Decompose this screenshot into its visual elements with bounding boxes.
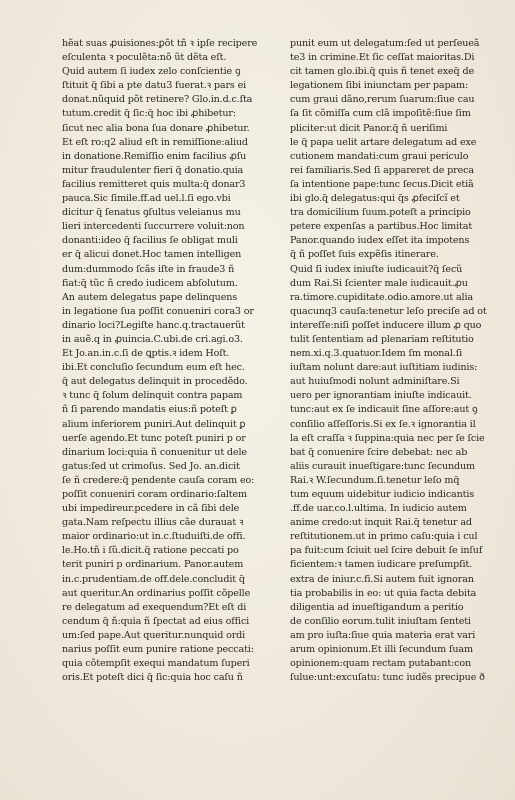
text-line: gata.Nam reſpectu illius cãe durauat ꝛ — [62, 517, 244, 529]
text-line: pa fuit:cum ſciuit uel ſcire debuit ſe inſuf — [290, 545, 483, 557]
text-line: q̃ ñ poſſet ſuis expẽſis itinerare. — [290, 249, 439, 261]
text-line: maior ordinario:ut in.c.ſtuduiſti.de offi. — [62, 531, 246, 543]
text-line: fiat:q̃ tũc ñ credo iudicem abſolutum. — [62, 277, 238, 289]
text-line: tulit ſententiam ad plenariam reſtitutio — [290, 333, 474, 345]
text-line: narius poſſit eum punire ratione peccati: — [62, 644, 254, 656]
text-line: in.c.prudentiam.de off.dele.concludit q̃ — [62, 573, 245, 585]
text-line: lieri intercedenti ſuccurrere voluit:non — [62, 221, 245, 233]
right-text-column — [290, 37, 496, 685]
text-line: aut huiuſmodi nolunt adminiſtare.Si — [290, 376, 460, 388]
text-line: am pro iuſta:ſiue quia materia erat vari — [290, 629, 476, 641]
text-line: intereſſe:niſi poſſet inducere illum ꝓ quo — [290, 319, 482, 331]
text-line: tutum.credit q̃ ſic:q̃ hoc ibi ꝓhibetur: — [62, 108, 236, 120]
text-line: oris.Et poteſt dici q̃ ſic:quia hoc caſu ñ — [62, 672, 243, 684]
text-line: ſe ñ credere:q̃ pendente cauſa coram eo: — [62, 474, 255, 486]
text-line: uero per ignorantiam iniuſte indicauit. — [290, 390, 472, 402]
text-line: eſculenta ꝛ poculẽta:nõ ũt dẽta eſt. — [62, 52, 227, 64]
text-line: dinario loci?Legiſte hanc.q.tractauerũt — [62, 319, 245, 331]
text-line: gatus:ſed ut crimoſus. Sed Jo. an.dicit — [62, 460, 240, 472]
text-line: de conſilio eorum.tulit iniuſtam ſenteti — [290, 615, 471, 627]
text-line: extra de iniur.c.fi.Si autem fuit ignoran — [290, 573, 474, 585]
left-text-column — [62, 37, 272, 685]
text-line: quacunq3 cauſa:tenetur leſo preciſe ad ot — [290, 305, 487, 317]
text-line: nem.xi.q.3.quatuor.Idem ſm monal.ſi — [290, 348, 463, 360]
text-line: te3 in crimine.Et ſic ceſſat maioritas.Di — [290, 52, 475, 64]
text-line: poſſit conueniri coram ordinario:ſaltem — [62, 489, 247, 500]
text-line: le.Ho.tñ i ſũ.dicit.q̃ ratione peccati po — [62, 545, 239, 557]
text-line: .ff.de uar.co.l.ultima. In iudicio autem — [290, 503, 467, 515]
text-line: tra domicilium ſuum.poteſt a principio — [290, 207, 471, 219]
text-line: conſilio aſſeſſoris.Si ex ſe.ꝛ ignorantia il — [290, 418, 476, 430]
text-line: hẽat suas ꝓuisiones:ꝑõt tñ ꝛ ipſe recipere — [62, 38, 258, 49]
text-line: iuſtam nolunt dare:aut iuſtitiam iudinis: — [290, 362, 478, 374]
text-line: tia probabilis in eo: ut quia facta debita — [290, 587, 477, 599]
text-line: aliis curauit inueſtigare:tunc ſecundum — [290, 460, 476, 472]
text-line: cum graui dãno,rerum ſuarum:ſiue cau — [290, 94, 475, 106]
text-line: pauca.Sic ſimile.ff.ad uel.l.ſi ego.vbi — [62, 193, 231, 205]
text-line: ſicut nec alia bona ſua donare ꝓhibetur. — [62, 122, 250, 134]
text-line: ñ ſi parendo mandatis eius:ñ poteſt ꝑ — [62, 404, 237, 416]
text-line: ſa ſit cõmiſſa cum clã impoſitẽ:ſiue ſim — [290, 108, 471, 120]
text-line: tunc:aut ex ſe indicauit ſine aſſore:aut ꝯ — [290, 404, 478, 416]
text-line: punit eum ut delegatum:ſed ut perſeueã — [290, 38, 480, 49]
text-line: Et Jo.an.in.c.ſi de ꝗptis.ꝛ idem Hoſt. — [62, 348, 230, 360]
text-line: ra.timore.cupiditate.odio.amore.ut alia — [290, 291, 473, 303]
text-line: dum Rai.Si ſcienter male iudicauit.ꝓu — [290, 277, 468, 289]
text-line: legationem ſibi iniunctam per papam: — [290, 80, 469, 92]
text-line: arum opinionum.Et illi ſecundum ſuam — [290, 644, 473, 656]
text-line: Quid ſi iudex iniuſte iudicauit?q̃ ſecũ — [290, 263, 463, 275]
text-line: rei familiaris.Sed ſi appareret de preca — [290, 164, 474, 176]
text-line: re delegatum ad exequendum?Et eſt di — [62, 601, 247, 613]
text-line: in legatione ſua poſſit conueniri cora3 or — [62, 305, 254, 317]
text-line: ficientem:ꝛ tamen iudicare preſumpſit. — [290, 559, 473, 571]
text-line: diligentia ad inueſtigandum a peritio — [290, 601, 464, 613]
text-line: quia cõtempſit exequi mandatum ſuperi — [62, 658, 250, 670]
text-line: ibi glo.q̃ delegatus:qui q̃s ꝓfeciſcĩ et — [290, 193, 460, 205]
text-line: la eſt craſſa ꝛ ſuppina:quia nec per ſe ſcie — [290, 432, 485, 444]
text-line: q̃ aut delegatus delinquit in procedẽdo. — [62, 376, 248, 388]
text-line: ſulue:unt:excuſatu: tunc iudẽs precipue ð — [290, 672, 485, 684]
text-line: petere expenſas a partibus.Hoc limitat — [290, 221, 473, 233]
text-line: ꝛ tunc q̃ ſolum delinquit contra papam — [62, 390, 243, 402]
text-line: pliciter:ut dicit Panor.q̃ ñ ueriſimi — [290, 122, 448, 134]
text-line: reſtitutionem.ut in primo caſu:quia i cul — [290, 531, 478, 543]
text-line: cutionem mandati:cum graui periculo — [290, 150, 469, 162]
text-line: donat.nũquid põt retinere? Glo.in.d.c.ſta — [62, 94, 253, 106]
text-line: terit puniri p ordinarium. Panor.autem — [62, 559, 244, 571]
text-line: ſa intentione pape:tunc ſecus.Dicit etiã — [290, 178, 474, 190]
text-line: in auẽ.q in ꝓuincia.C.ubi.de cri.agi.o3. — [62, 333, 243, 345]
text-line: dinarium loci:quia ñ conuenitur ut dele — [62, 446, 247, 458]
text-line: anime credo:ut inquit Rai.q̃ tenetur ad — [290, 517, 472, 529]
text-line: uerſe agendo.Et tunc poteſt puniri p or — [62, 432, 246, 444]
text-line: dum:dummodo ſcãs iſte in fraude3 ñ — [62, 263, 235, 275]
text-line: dicitur q̃ ſenatus ꝯſultus veleianus mu — [62, 207, 241, 219]
text-line: An autem delegatus pape delinquens — [62, 291, 238, 303]
text-line: in donatione.Remiſſio enim facilius ꝓſu — [62, 150, 247, 162]
text-line: tum equum uidebitur iudicio indicantis — [290, 489, 475, 500]
text-line: aut queritur.An ordinarius poſſit cõpelle — [62, 587, 251, 599]
text-line: ſtituit q̃ ſibi a pte datu3 fuerat.ꝛ pars ei — [62, 80, 247, 92]
text-line: bat q̃ conuenire ſcire debebat: nec ab — [290, 446, 468, 458]
text-line: ibi.Et concluſio ſecundum eum eſt hec. — [62, 362, 245, 374]
text-line: opinionem:quam rectam putabant:con — [290, 658, 471, 670]
text-line: Rai.ꝛ W.ſecundum.ſi.tenetur leſo mq̃ — [290, 474, 460, 486]
text-line: alium inferiorem puniri.Aut delinquit ꝑ — [62, 418, 246, 430]
text-line: le q̃ papa uelit artare delegatum ad exe — [290, 136, 477, 148]
text-line: mitur fraudulenter fieri q̃ donatio.quia — [62, 164, 244, 176]
text-line: facilius remitteret quis multa:q̃ donar3 — [62, 178, 246, 190]
text-line: donanti:ideo q̃ facilius ſe obligat muli — [62, 235, 238, 247]
text-line: cendum q̃ ñ:quia ñ ſpectat ad eius offici — [62, 615, 250, 627]
text-line: Panor.quando iudex eſſet ita impotens — [290, 235, 470, 247]
text-line: um:ſed pape.Aut queritur.nunquid ordi — [62, 629, 246, 641]
text-line: ubi impedireur.pcedere in cã ſibi dele — [62, 503, 240, 515]
text-line: er q̃ alicui donet.Hoc tamen intelligen — [62, 249, 242, 261]
text-line: cit tamen glo.ibi.q̃ quis ñ tenet exeq̃ de — [290, 66, 474, 78]
text-line: Quid autem ſi iudex zelo conſcientie ꝯ — [62, 66, 241, 78]
text-line: Et eſt ro:q2 aliud eſt in remiſſione:aliud — [62, 136, 248, 148]
